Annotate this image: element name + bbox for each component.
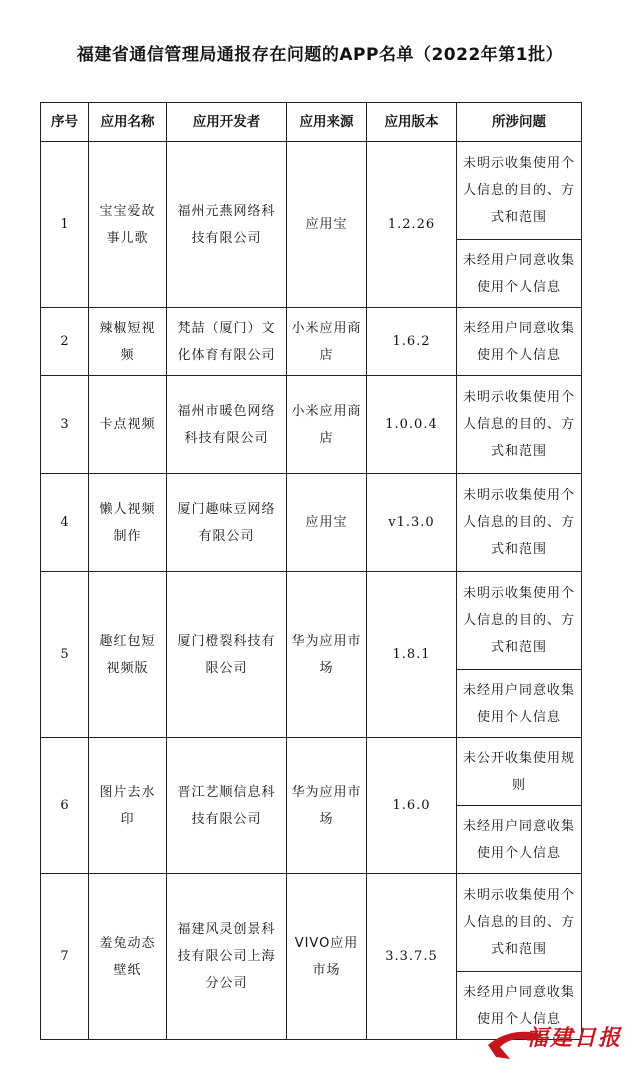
- cell-issue: 未明示收集使用个人信息的目的、方式和范围: [457, 874, 582, 972]
- header-no: 序号: [41, 103, 89, 142]
- table-row: [41, 572, 582, 670]
- cell-issue: 未经用户同意收集使用个人信息: [457, 670, 582, 738]
- cell-issue: 未明示收集使用个人信息的目的、方式和范围: [457, 474, 582, 572]
- cell-source: 华为应用市场: [287, 572, 367, 738]
- cell-app-name: 图片去水印: [89, 738, 167, 874]
- cell-developer: 晋江艺顺信息科技有限公司: [167, 738, 287, 874]
- cell-no: 1: [41, 142, 89, 308]
- watermark-logo: [486, 1015, 626, 1071]
- cell-issue: 未经用户同意收集使用个人信息: [457, 240, 582, 308]
- watermark-text: 福建日报: [525, 1025, 622, 1051]
- cell-app-name: 宝宝爱故事儿歌: [89, 142, 167, 308]
- cell-version: 1.6.0: [367, 738, 457, 874]
- cell-issue: 未明示收集使用个人信息的目的、方式和范围: [457, 572, 582, 670]
- table-row: [41, 308, 582, 376]
- table-row: [41, 142, 582, 240]
- cell-version: 1.2.26: [367, 142, 457, 308]
- cell-developer: 福州市暖色网络科技有限公司: [167, 376, 287, 474]
- table-header-row: [41, 103, 582, 142]
- header-developer: 应用开发者: [167, 103, 287, 142]
- cell-issue: 未明示收集使用个人信息的目的、方式和范围: [457, 142, 582, 240]
- cell-app-name: 懒人视频制作: [89, 474, 167, 572]
- cell-no: 7: [41, 874, 89, 1040]
- header-name: 应用名称: [89, 103, 167, 142]
- app-list-table: [40, 102, 582, 1040]
- document-title: 福建省通信管理局通报存在问题的APP名单（2022年第1批）: [76, 45, 564, 65]
- cell-version: 1.6.2: [367, 308, 457, 376]
- cell-issue: 未经用户同意收集使用个人信息: [457, 308, 582, 376]
- cell-no: 3: [41, 376, 89, 474]
- cell-developer: 福建风灵创景科技有限公司上海分公司: [167, 874, 287, 1040]
- cell-no: 6: [41, 738, 89, 874]
- cell-issue: 未经用户同意收集使用个人信息: [457, 972, 582, 1040]
- cell-source: VIVO应用市场: [287, 874, 367, 1040]
- table-row: [41, 738, 582, 806]
- cell-issue: 未公开收集使用规则: [457, 738, 582, 806]
- cell-no: 5: [41, 572, 89, 738]
- cell-developer: 厦门趣味豆网络有限公司: [167, 474, 287, 572]
- cell-source: 小米应用商店: [287, 376, 367, 474]
- cell-developer: 福州元燕网络科技有限公司: [167, 142, 287, 308]
- cell-source: 小米应用商店: [287, 308, 367, 376]
- cell-issue: 未经用户同意收集使用个人信息: [457, 806, 582, 874]
- cell-version: v1.3.0: [367, 474, 457, 572]
- cell-version: 3.3.7.5: [367, 874, 457, 1040]
- header-version: 应用版本: [367, 103, 457, 142]
- table-row: [41, 474, 582, 572]
- cell-source: 应用宝: [287, 474, 367, 572]
- cell-app-name: 趣红包短视频版: [89, 572, 167, 738]
- table-row: [41, 376, 582, 474]
- cell-source: 应用宝: [287, 142, 367, 308]
- cell-version: 1.8.1: [367, 572, 457, 738]
- cell-issue: 未明示收集使用个人信息的目的、方式和范围: [457, 376, 582, 474]
- header-issues: 所涉问题: [457, 103, 582, 142]
- cell-app-name: 羞兔动态壁纸: [89, 874, 167, 1040]
- cell-app-name: 卡点视频: [89, 376, 167, 474]
- cell-no: 4: [41, 474, 89, 572]
- table-row: [41, 874, 582, 972]
- cell-developer: 厦门橙裂科技有限公司: [167, 572, 287, 738]
- cell-developer: 梵喆（厦门）文化体育有限公司: [167, 308, 287, 376]
- cell-source: 华为应用市场: [287, 738, 367, 874]
- cell-version: 1.0.0.4: [367, 376, 457, 474]
- cell-app-name: 辣椒短视频: [89, 308, 167, 376]
- cell-no: 2: [41, 308, 89, 376]
- header-source: 应用来源: [287, 103, 367, 142]
